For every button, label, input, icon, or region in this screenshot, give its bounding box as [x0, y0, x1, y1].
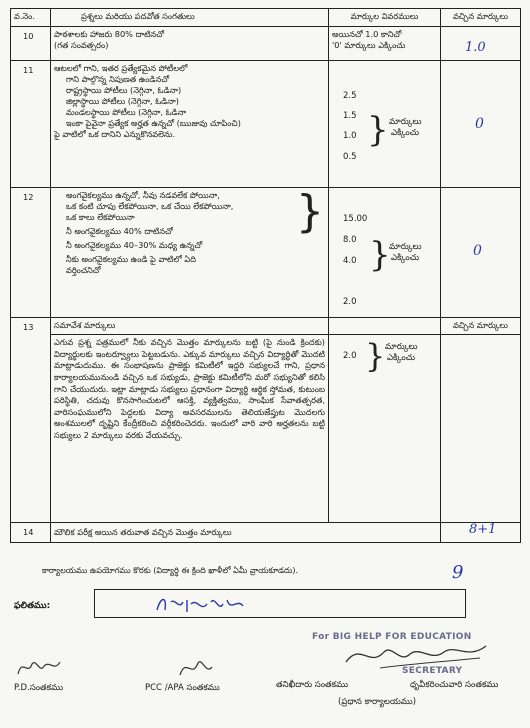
secretary-stamp: For BIG HELP FOR EDUCATION — [312, 632, 472, 642]
checker-signature-label: తనిఖీదారు సంతకము — [276, 680, 349, 690]
question-line: ఇంకా పైవైనా ప్రత్యేక అర్హత ఉన్నచో (ఋజువు చూపించి) — [66, 118, 241, 129]
question-line: ఒక కంటి చూపు లేకపోయినా, ఒక చేయి లేకపోయినా, — [66, 201, 234, 212]
handwritten-total: 9 — [452, 562, 464, 583]
row-number: 14 — [11, 523, 51, 543]
marks-value: 2.0 — [343, 351, 357, 361]
brace-icon: } — [296, 186, 324, 237]
table-row-11 — [11, 61, 521, 188]
row-12-marks — [329, 188, 441, 318]
marks-value: 15.00 — [343, 214, 368, 224]
marks-value: 0.5 — [343, 152, 357, 162]
marks-value: 1.0 — [343, 131, 357, 141]
question-line: మండలస్థాయి పోటీలు (నెగ్గినా, ఓడినా — [66, 107, 187, 118]
marks-side-label: మార్కులు ఎక్కించు — [385, 342, 418, 364]
marks-value: 2.0 — [343, 297, 357, 307]
handwritten-score: 0 — [473, 243, 482, 259]
table-row-13 — [11, 318, 521, 523]
header-marks-details: మార్కుల వివరములు — [329, 9, 441, 27]
row-13-question — [51, 318, 329, 523]
office-use-note: కార్యాలయము ఉపయోగము కొరకు (విద్యార్థి ఈ క్రింది ఖాళీలో ఏమీ వ్రాయకూడదు). — [42, 566, 299, 575]
approver-signature-label: ధృవీకరించువారి సంతకము — [410, 680, 499, 690]
header-serial-no: వ.నెం. — [11, 9, 51, 27]
question-line: జిల్లాస్థాయి పోటీలు (నెగ్గినా, ఓడినా) — [66, 96, 179, 107]
table-row-10 — [11, 27, 521, 61]
question-line: పై వాటిలో ఒక దానిని ఎన్నుకొనవలెను. — [54, 129, 176, 140]
row-number: 12 — [11, 188, 51, 318]
brace-icon: } — [367, 110, 389, 150]
result-field — [94, 589, 466, 618]
marks-value: 2.5 — [343, 91, 357, 101]
table-row-12 — [11, 188, 521, 318]
row-13-paragraph: ఎగువ ప్రశ్న పత్రములో నీకు వచ్చిన మొత్తం మార్కులను బట్టి (పై నుండి క్రిందకు) విద్యార్థులకు ఇంటర్వ్యూలు పెట్టబడును. ఎక్కువ మార్కులు వచ్చిన విద్యార్థితో మొదటి మాట్లాడుదుము. ఈ సంభాషణను ప్రాజెక్టు కమిటీలో ఇద్దరి సభ్యులచే గాని, ప్రధాన కార్యాలయమునుండి వచ్చిన ఒక సభ్యుడు, ప్రాజెక్టు కమిటీలోని మరో సభ్యునితో కలిసి గాని చేయుదురు. ఇట్లా మాట్లాడు సభ్యులు ప్రధానంగా విద్యార్థి ఆర్థిక స్తోమత, కుటుంబ పరిస్థితి, చదువు కొనసాగించుటలో ఆసక్తి, వ్యక్తిత్వము, సాంఘిక సేవాతత్పరత, వారిసంఘములోని పెద్దలకు విద్యా అవసరములను తెలియజేప్తుట మొదలగు అంశములలో దృష్టిని కేంద్రీకరించి వర్గీకరించెదరు. ఇందులో వారి వారి అర్హతలను బట్టి సభ్యులు 2 మార్కులు వరకు వేయవచ్చు. — [54, 337, 325, 441]
question-line: నీ అంగవైకల్యము 40–30% మధ్య ఉన్నచో — [66, 240, 203, 251]
question-line: ఆటలలో గాని, ఇతర ప్రత్యేకమైన పోటీలలో — [54, 63, 188, 73]
marks-side-label: మార్కులు ఎక్కించు — [389, 242, 422, 264]
pd-signature-label: P.D.సంతకము — [14, 683, 64, 693]
question-line: (గత సంవత్సరం) — [54, 40, 109, 51]
row-14-obtained — [441, 523, 521, 543]
marks-side-label: మార్కులు ఎక్కించు — [389, 117, 422, 139]
question-line: గాని పాల్గొన్న నిపుణత ఉండినచో — [66, 74, 170, 85]
secretary-stamp-title: SECRETARY — [402, 666, 463, 676]
head-office-label: (ప్రధాన కార్యాలయము) — [338, 697, 417, 707]
result-label: ఫలితము: — [14, 601, 51, 611]
row-number: 11 — [11, 61, 51, 188]
row-12-obtained — [441, 188, 521, 318]
marks-value: 4.0 — [343, 256, 357, 266]
row-12-question — [51, 188, 329, 318]
approver-signature — [340, 638, 490, 674]
pcc-signature — [176, 655, 216, 681]
header-question: ప్రశ్నలు మరియు పదవోత సంగతులు — [51, 9, 329, 27]
header-marks-obtained: వచ్చిన మార్కులు — [441, 9, 521, 27]
question-line: రాష్ట్రస్థాయి పోటీలు (నెగ్గినా, ఓడినా) — [66, 85, 182, 96]
row-13-got-header: వచ్చిన మార్కులు — [441, 318, 520, 335]
row-10-marks — [329, 27, 441, 61]
brace-icon: } — [365, 337, 386, 375]
row-13-title: సమావేశ మార్కులు — [51, 318, 328, 335]
table-row-14 — [11, 523, 521, 543]
handwritten-score: 1.0 — [465, 40, 486, 55]
table-header-row — [11, 9, 521, 27]
row-11-question — [51, 61, 329, 188]
row-13-obtained — [441, 318, 521, 523]
question-line: అంగవైకల్యము ఉన్నచో, నీవు నడవలేక పోయినా, — [66, 190, 220, 200]
row-14-text: మౌలిక పరీక్ష అయిన తరువాత వచ్చిన మొత్తం మార్కులు — [51, 523, 441, 543]
row-number: 13 — [11, 318, 51, 523]
marks-value: 1.5 — [343, 111, 357, 121]
row-10-question — [51, 27, 329, 61]
marks-table — [10, 8, 521, 543]
handwritten-score: 8+1 — [469, 522, 497, 537]
question-line: ఒక కాలు లేకపోయినా — [66, 212, 135, 223]
question-line: వర్తించనిచో — [66, 265, 101, 276]
brace-icon: } — [369, 235, 391, 275]
row-number: 10 — [11, 27, 51, 61]
question-line: పాఠశాలకు హాజరు 80% దాటినచో — [54, 29, 165, 39]
pd-signature — [14, 656, 64, 680]
row-11-obtained — [441, 61, 521, 188]
question-line: నీకు అంగవైకల్యము ఉండి పై వాటిలో ఏది — [66, 254, 196, 265]
row-11-marks — [329, 61, 441, 188]
marks-line: అయినచో 1.0 కానిచో — [332, 29, 402, 39]
question-line: నీ అంగవైకల్యము 40% దాటినచో — [66, 226, 173, 237]
row-13-marks — [329, 318, 441, 523]
handwritten-score: 0 — [475, 116, 484, 132]
marks-value: 8.0 — [343, 235, 357, 245]
handwritten-result-scribble — [153, 592, 273, 616]
pcc-signature-label: PCC /APA సంతకము — [145, 683, 220, 693]
row-10-obtained — [441, 27, 521, 61]
marks-line: '0' మార్కులు ఎక్కించు — [332, 40, 406, 51]
